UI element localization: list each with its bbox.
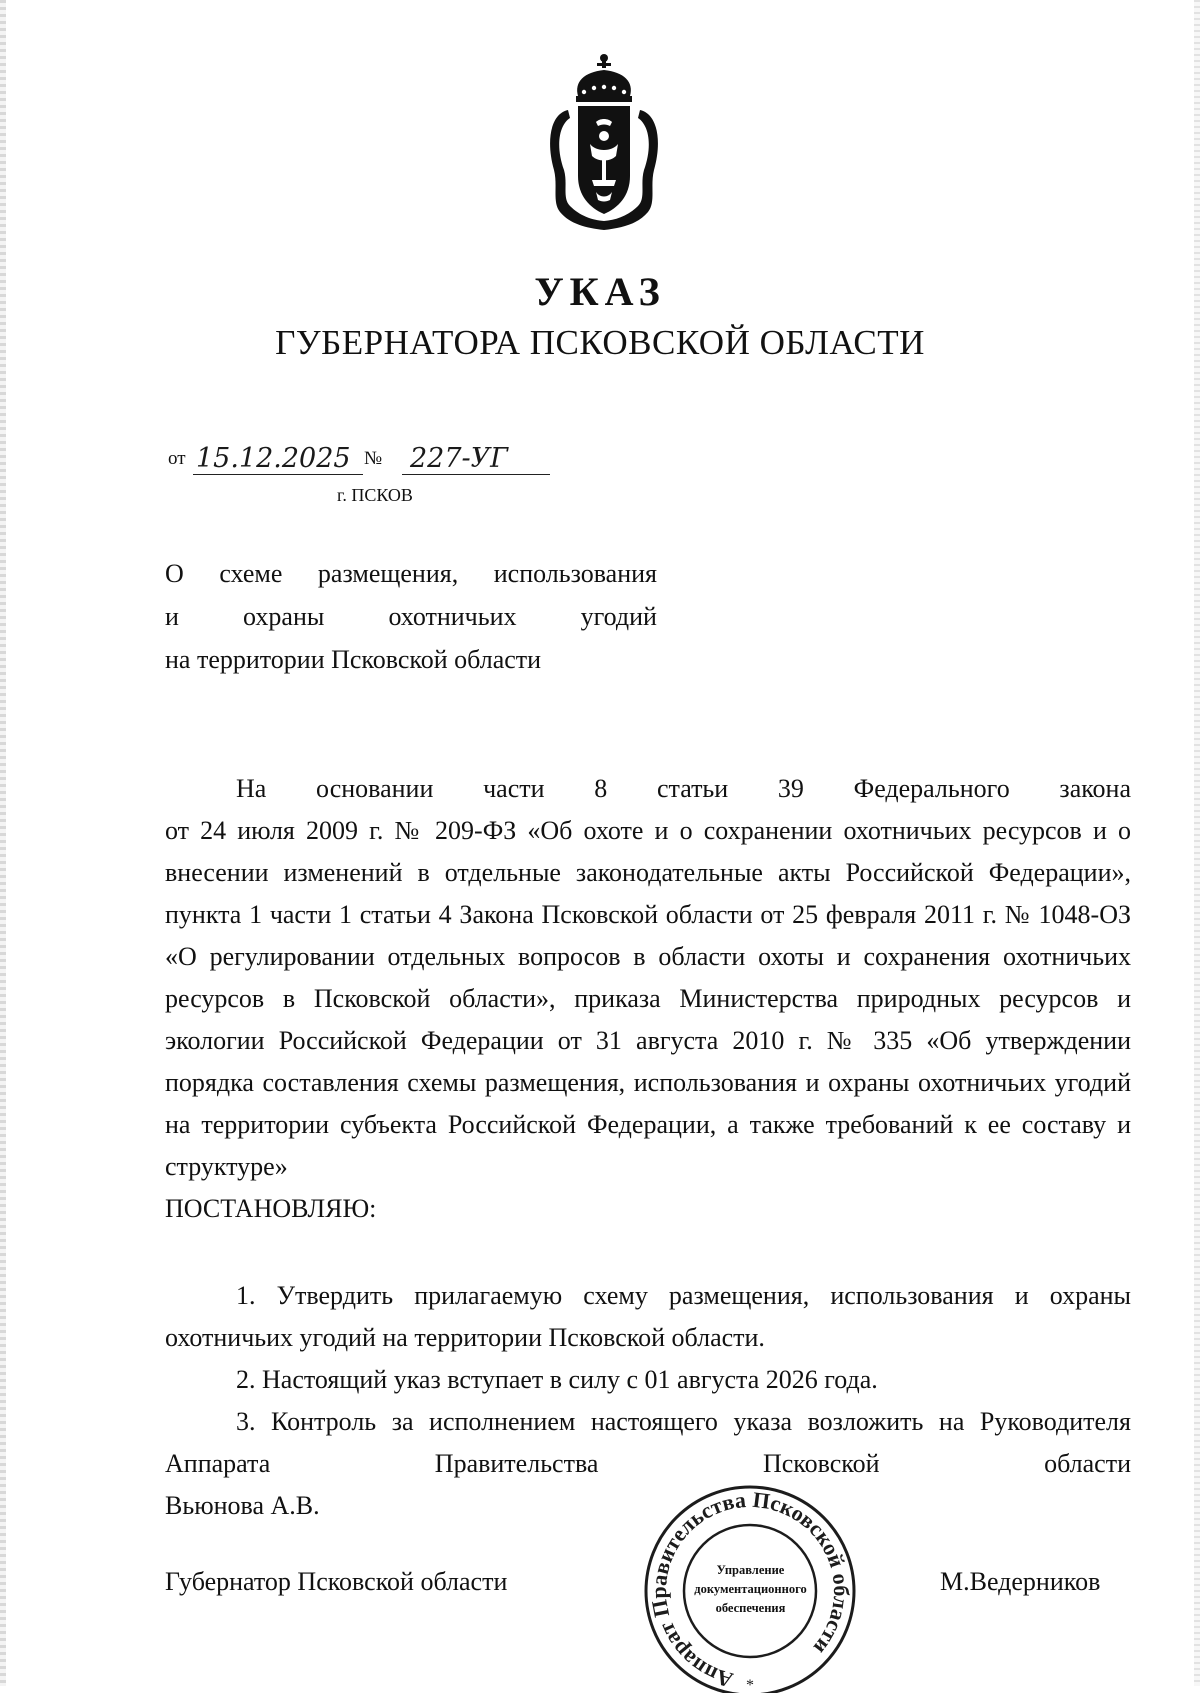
stamp-center-line: обеспечения <box>715 1601 786 1615</box>
decree-item-1: 1. Утвердить прилагаемую схему размещения, использования и охраны охотничьих угодий на территории Псковской области. <box>165 1281 1131 1352</box>
decree-item-3-end: Вьюнова А.В. <box>165 1491 320 1520</box>
stamp-ring-text: Аппарат Правительства Псковской области <box>645 1486 855 1693</box>
preamble-first-line: На основании части 8 статьи 39 Федерального закона <box>236 774 1131 803</box>
subject-line-2 <box>165 595 657 638</box>
handwritten-date: 15.12.2025 <box>196 443 351 474</box>
date-prefix: от <box>168 448 186 469</box>
stamp-center-text <box>683 1561 818 1618</box>
handwritten-number: 227-УГ <box>410 443 509 474</box>
preamble-text <box>165 810 1131 1188</box>
stamp-center-line: документационного <box>694 1582 807 1596</box>
decree-item-2: 2. Настоящий указ вступает в силу с 01 августа 2026 года. <box>236 1365 878 1394</box>
subject-line-3: на территории Псковской области <box>165 645 542 674</box>
signatory-position: Губернатор Псковской области <box>165 1567 508 1596</box>
scan-edge-right <box>1194 0 1200 1686</box>
document-title: УКАЗ <box>534 269 666 314</box>
coat-of-arms-icon <box>540 52 668 240</box>
document-subject <box>165 552 657 681</box>
svg-text:*: * <box>746 1677 754 1693</box>
number-underline <box>402 474 550 475</box>
preamble-body: от 24 июля 2009 г. № 209-ФЗ «Об охоте и о сохранении охотничьих ресурсов и о внесении изменений в отдельные законодательные акты Российской Федерации», пункта 1 части 1 статьи 4 Закона Псковской области от 25 февраля 2011 г. № 1048-ОЗ «О регулировании отдельных вопросов в области охоты и сохранения охотничьих ресурсов в Псковской области», приказа Министерства природных ресурсов и экологии Российской Федерации от 31 августа 2010 г. № 335 «Об утверждении порядка составления схемы размещения, использования и охраны охотничьих угодий на территории субъекта Российской Федерации, а также требований к ее составу и структуре» <box>165 816 1131 1181</box>
subject-word: охраны <box>243 602 325 631</box>
preamble <box>165 768 1131 1230</box>
stamp-center-line: Управление <box>716 1563 785 1577</box>
signatory-name: М.Ведерников <box>940 1567 1101 1596</box>
subject-word: угодий <box>580 602 657 631</box>
city-label: г. ПСКОВ <box>337 485 413 505</box>
subject-word: и <box>165 602 179 631</box>
subject-line-1: О схеме размещения, использования <box>165 559 657 588</box>
scan-edge-left <box>0 0 6 1686</box>
document-subtitle: ГУБЕРНАТОРА ПСКОВСКОЙ ОБЛАСТИ <box>275 323 925 362</box>
decree-item-3: 3. Контроль за исполнением настоящего указа возложить на Руководителя Аппарата Правительства Псковской области <box>165 1407 1131 1478</box>
number-prefix: № <box>364 448 383 469</box>
date-underline <box>193 474 363 475</box>
subject-word: охотничьих <box>388 602 517 631</box>
decree-word: ПОСТАНОВЛЯЮ: <box>165 1194 377 1223</box>
